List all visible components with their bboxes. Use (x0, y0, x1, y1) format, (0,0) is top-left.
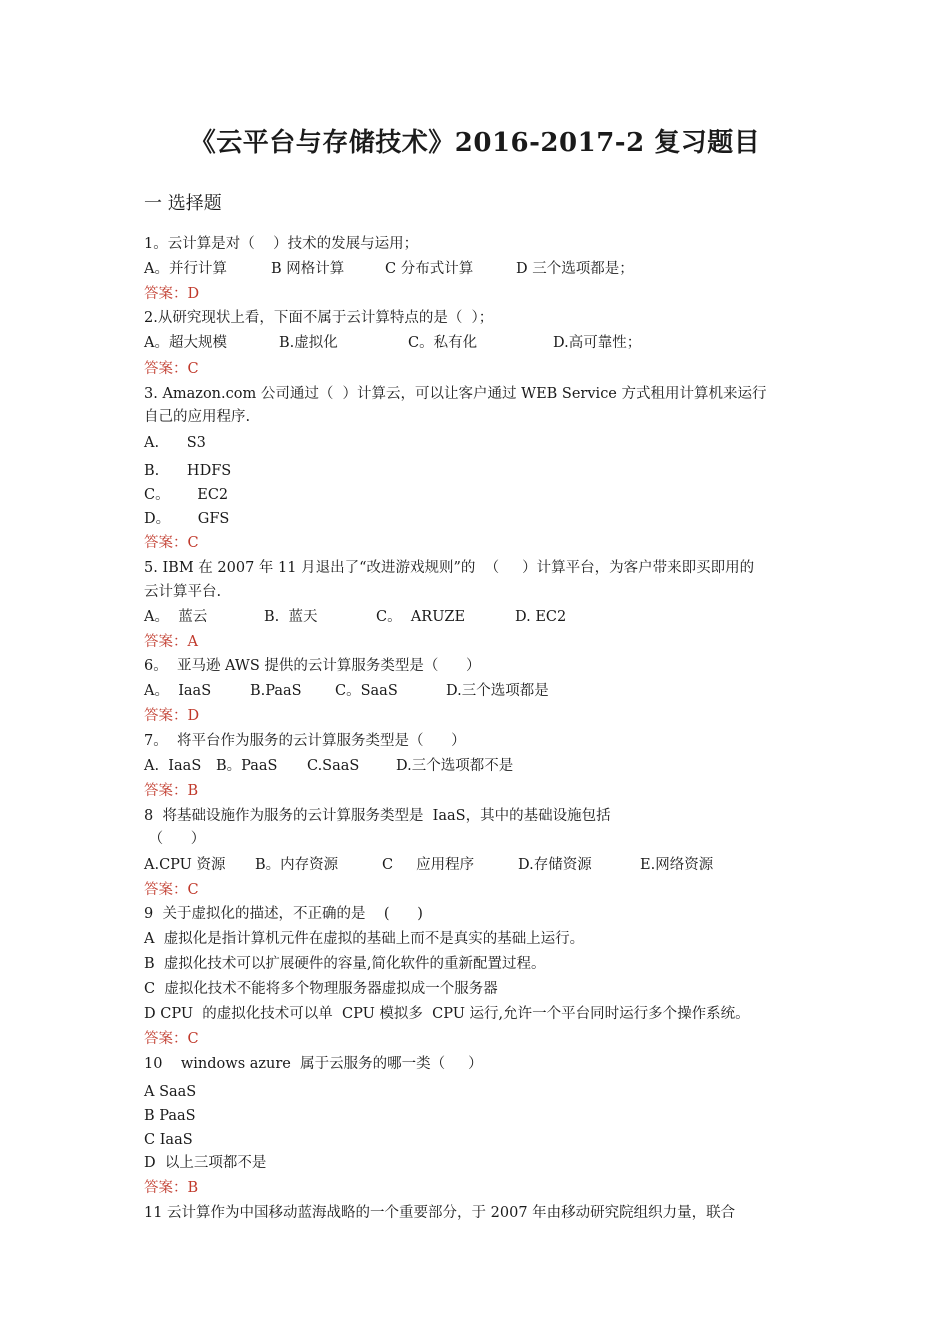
text-line: 9 关于虚拟化的描述，不正确的是 ( ) (144, 906, 423, 922)
option-text: A。 蓝云 (144, 609, 208, 625)
option-text: C。SaaS (335, 683, 398, 699)
text-line: A. S3 (144, 435, 206, 451)
text-line: 7。 将平台作为服务的云计算服务类型是（ ） (144, 733, 466, 749)
option-text: D.三个选项都是 (446, 683, 549, 699)
text-line: A 虚拟化是指计算机元件在虚拟的基础上而不是真实的基础上运行。 (144, 931, 585, 947)
text-line: D 以上三项都不是 (144, 1155, 267, 1171)
text-line: 云计算平台. (144, 584, 222, 600)
option-text: C 分布式计算 (385, 261, 474, 277)
text-line: D CPU 的虚拟化技术可以单 CPU 模拟多 CPU 运行,允许一个平台同时运行多个操作系统。 (144, 1006, 750, 1022)
option-text: A。并行计算 (144, 261, 227, 277)
option-text: A。超大规模 (144, 335, 227, 351)
answer-line: 答案：C (144, 882, 199, 898)
option-text: D.三个选项都不是 (396, 758, 514, 774)
text-line: 2.从研究现状上看，下面不属于云计算特点的是（ ）； (144, 310, 494, 326)
answer-line: 答案：C (144, 535, 199, 551)
text-line: C。 EC2 (144, 487, 229, 503)
option-text: B。PaaS (216, 758, 278, 774)
answer-line: 答案：C (144, 1031, 199, 1047)
answer-line: 答案：D (144, 286, 200, 302)
text-line: A SaaS (144, 1084, 197, 1100)
option-text: B 网格计算 (271, 261, 345, 277)
option-text: D.存储资源 (518, 857, 592, 873)
text-line: 1。云计算是对（ ）技术的发展与运用； (144, 236, 419, 252)
option-text: C。 ARUZE (376, 609, 466, 625)
text-line: 8 将基础设施作为服务的云计算服务类型是 IaaS，其中的基础设施包括 (144, 808, 611, 824)
option-text: A。 IaaS (144, 683, 212, 699)
answer-line: 答案：B (144, 783, 199, 799)
option-text: B。内存资源 (255, 857, 339, 873)
option-text: D 三个选项都是； (516, 261, 634, 277)
option-text: E.网络资源 (640, 857, 714, 873)
text-line: B 虚拟化技术可以扩展硬件的容量,简化软件的重新配置过程。 (144, 956, 546, 972)
option-text: B.PaaS (250, 683, 302, 699)
option-text: C 应用程序 (382, 857, 475, 873)
text-line: （ ） (144, 831, 206, 847)
option-text: D.高可靠性； (553, 335, 642, 351)
text-line: 11 云计算作为中国移动蓝海战略的一个重要部分，于 2007 年由移动研究院组织力量，联合 (144, 1205, 736, 1221)
text-line: C 虚拟化技术不能将多个物理服务器虚拟成一个服务器 (144, 981, 498, 997)
text-line: B PaaS (144, 1108, 196, 1124)
answer-line: 答案：C (144, 361, 199, 377)
answer-line: 答案：B (144, 1180, 199, 1196)
option-text: B. 蓝天 (264, 609, 318, 625)
option-text: A.CPU 资源 (144, 857, 226, 873)
section-heading: 一 选择题 (144, 193, 222, 214)
answer-line: 答案：D (144, 708, 200, 724)
document-title: 《云平台与存储技术》2016-2017-2 复习题目 (189, 128, 761, 158)
option-text: D. EC2 (515, 609, 567, 625)
text-line: 3. Amazon.com 公司通过（ ）计算云，可以让客户通过 WEB Service 方式租用计算机来运行 (144, 386, 767, 402)
text-line: 6。 亚马逊 AWS 提供的云计算服务类型是（ ） (144, 658, 481, 674)
text-line: B. HDFS (144, 463, 232, 479)
option-text: A. IaaS (144, 758, 202, 774)
answer-line: 答案：A (144, 634, 198, 650)
text-line: C IaaS (144, 1132, 193, 1148)
text-line: 5. IBM 在 2007 年 11 月退出了“改进游戏规则”的 （ ）计算平台，为客户带来即买即用的 (144, 560, 755, 576)
text-line: 自己的应用程序. (144, 409, 251, 425)
text-line: 10 windows azure 属于云服务的哪一类（ ） (144, 1056, 483, 1072)
text-line: D。 GFS (144, 511, 230, 527)
option-text: C.SaaS (307, 758, 360, 774)
option-text: C。私有化 (408, 335, 478, 351)
option-text: B.虚拟化 (279, 335, 338, 351)
